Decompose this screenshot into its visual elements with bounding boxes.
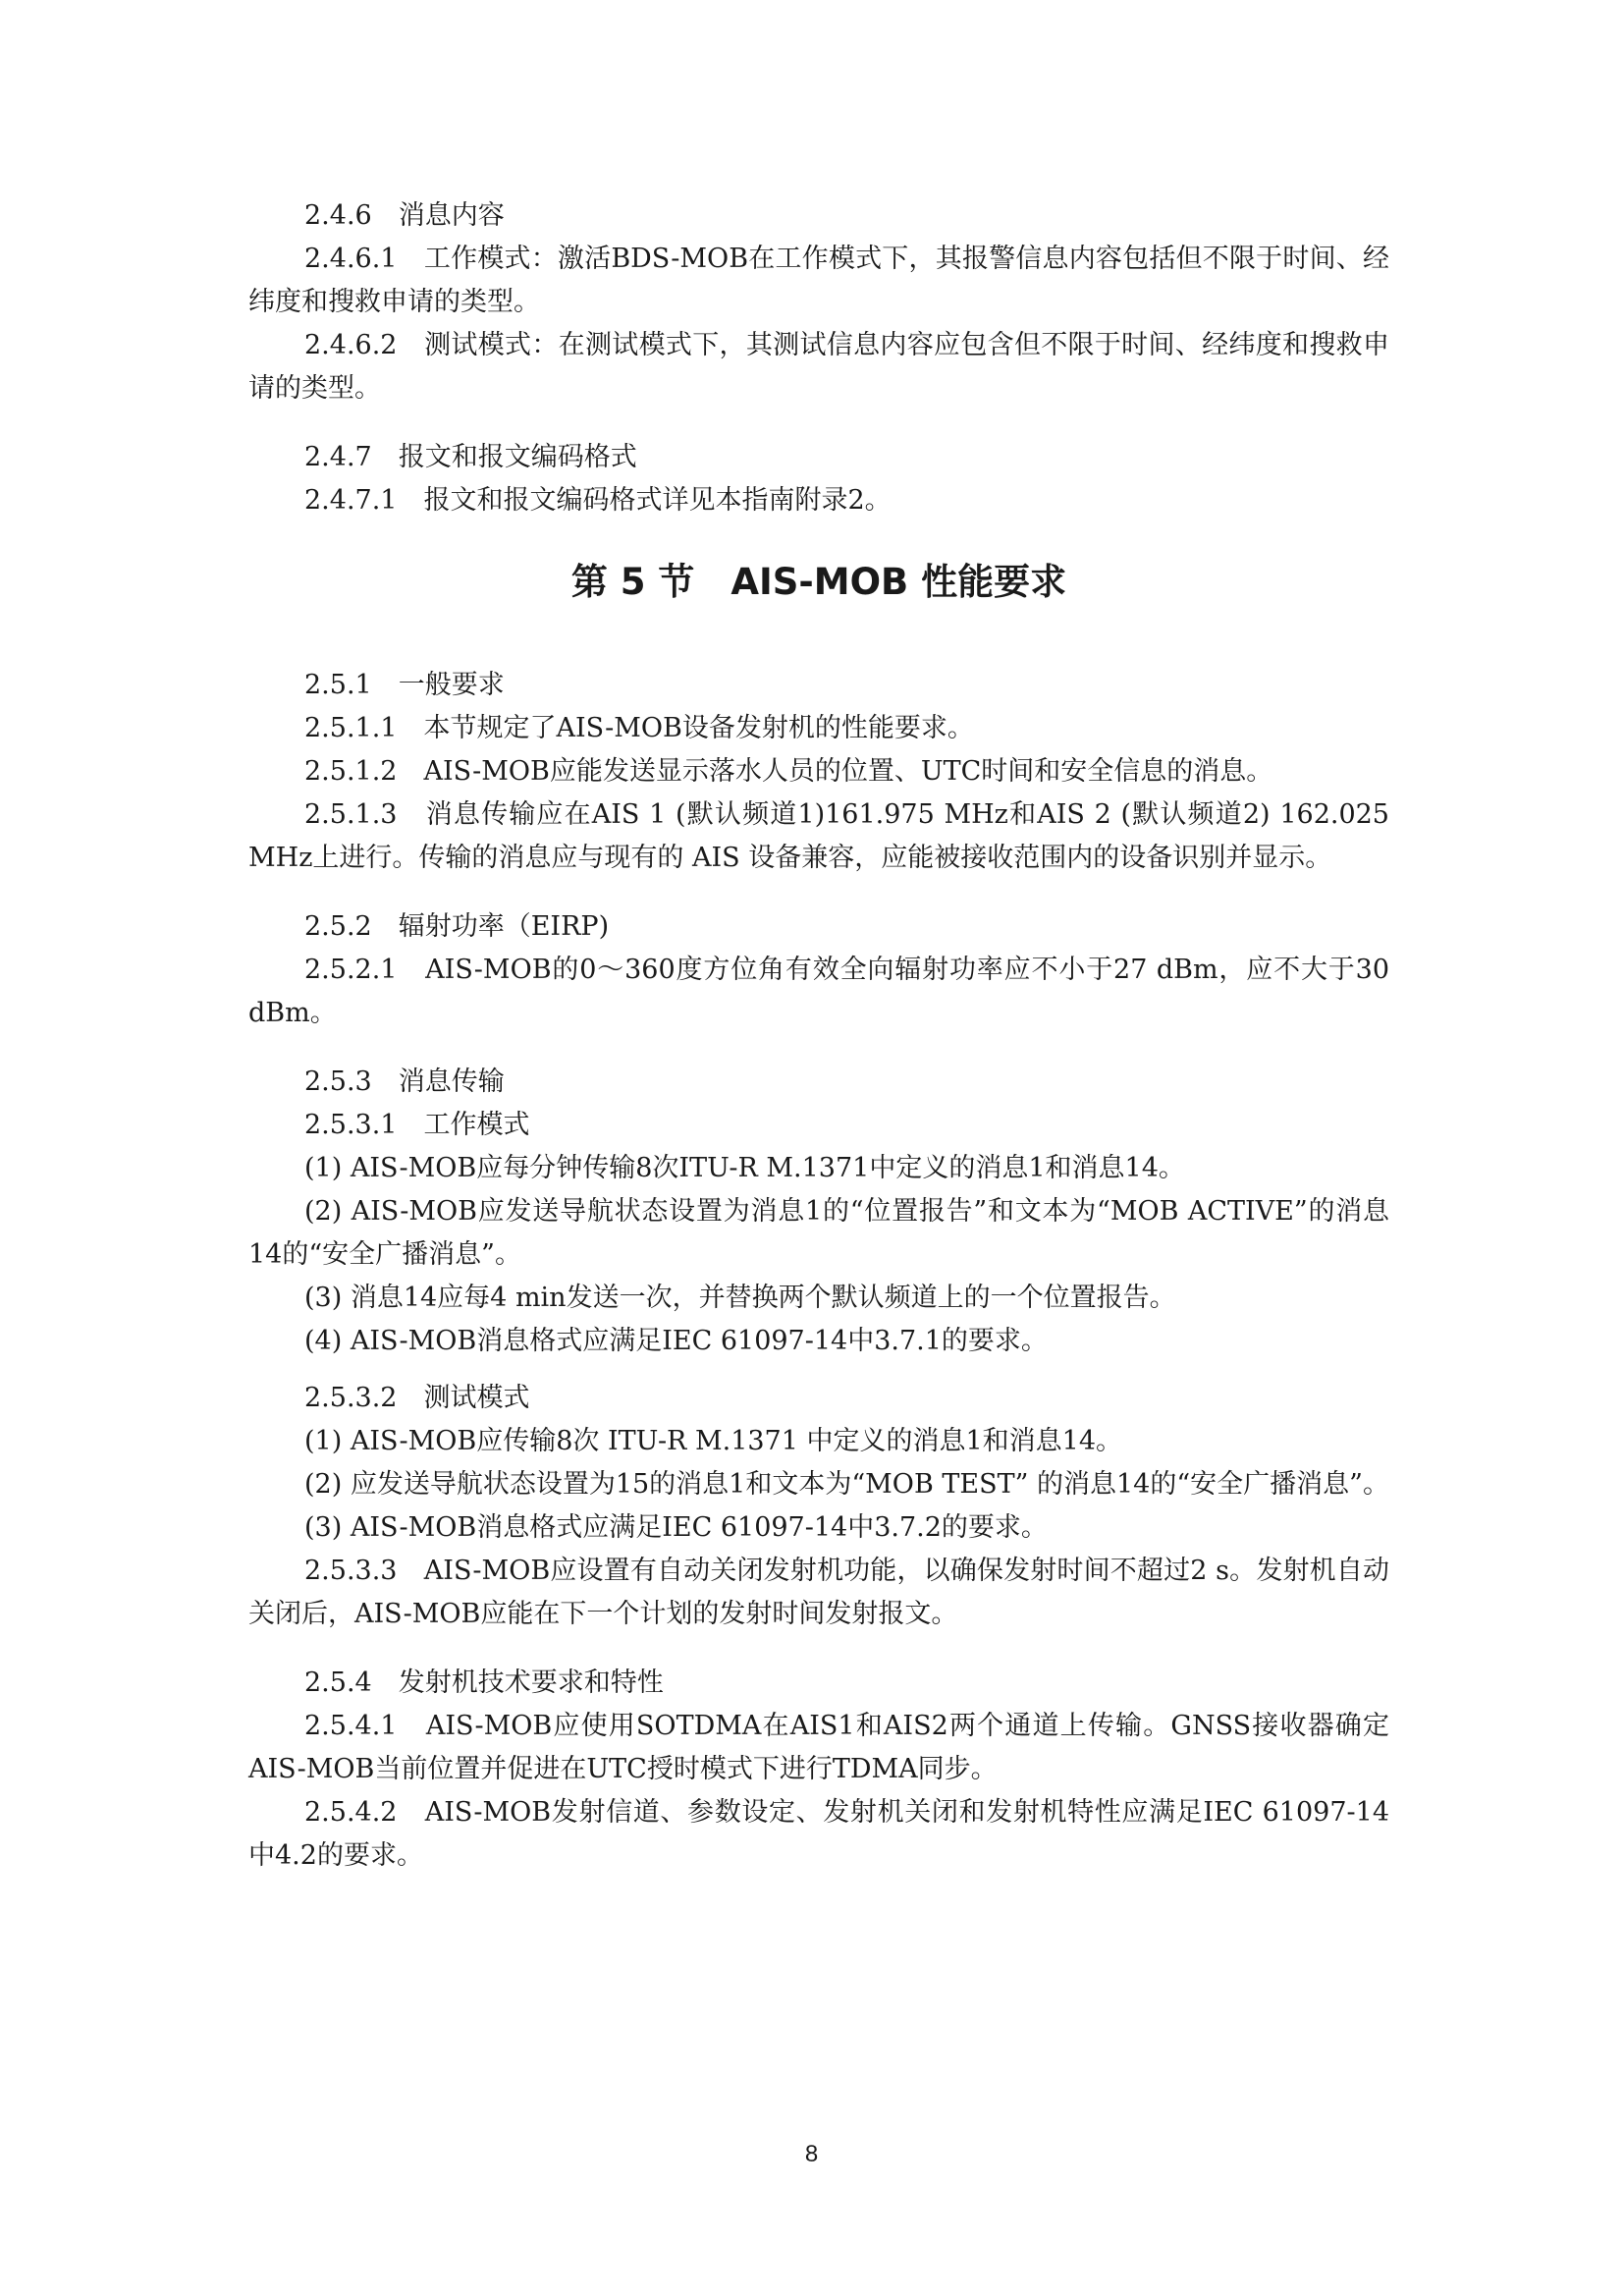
heading-2-5-1: 2.5.1 一般要求 [304, 670, 505, 700]
list-item-test-2: (2) 应发送导航状态设置为15的消息1和文本为“MOB TEST” 的消息14的“安全广播消息”。 [304, 1469, 1389, 1500]
heading-2-5-3: 2.5.3 消息传输 [304, 1066, 505, 1097]
page-content [248, 194, 1389, 1878]
para-2-5-2-1: 2.5.2.1 AIS-MOB的0～360度方位角有效全向辐射功率应不小于27 dBm，应不大于30 dBm。 [248, 955, 1389, 1028]
heading-2-4-7: 2.4.7 报文和报文编码格式 [304, 442, 637, 472]
list-item-op-4: (4) AIS-MOB消息格式应满足IEC 61097-14中3.7.1的要求。 [304, 1326, 1048, 1356]
para-2-4-6-1: 2.4.6.1 工作模式：激活BDS-MOB在工作模式下，其报警信息内容包括但不限于时间、经纬度和搜救申请的类型。 [248, 244, 1389, 317]
list-item-test-1: (1) AIS-MOB应传输8次 ITU-R M.1371 中定义的消息1和消息14。 [304, 1426, 1123, 1456]
para-2-5-1-1: 2.5.1.1 本节规定了AIS-MOB设备发射机的性能要求。 [304, 713, 974, 743]
para-2-5-4-1: 2.5.4.1 AIS-MOB应使用SOTDMA在AIS1和AIS2两个通道上传输。GNSS接收器确定AIS-MOB当前位置并促进在UTC授时模式下进行TDMA同步。 [248, 1711, 1389, 1784]
heading-2-5-2: 2.5.2 辐射功率（EIRP) [304, 911, 610, 942]
para-2-4-7-1: 2.4.7.1 报文和报文编码格式详见本指南附录2。 [304, 485, 892, 516]
para-2-4-6-2: 2.4.6.2 测试模式：在测试模式下，其测试信息内容应包含但不限于时间、经纬度和搜救申请的类型。 [248, 330, 1389, 404]
para-2-5-1-2: 2.5.1.2 AIS-MOB应能发送显示落水人员的位置、UTC时间和安全信息的消息。 [304, 756, 1273, 787]
heading-2-5-3-2: 2.5.3.2 测试模式 [304, 1383, 530, 1413]
para-2-5-3-3: 2.5.3.3 AIS-MOB应设置有自动关闭发射机功能，以确保发射时间不超过2 s。发射机自动关闭后，AIS-MOB应能在下一个计划的发射时间发射报文。 [248, 1556, 1389, 1629]
list-item-op-1: (1) AIS-MOB应每分钟传输8次ITU-R M.1371中定义的消息1和消息14。 [304, 1153, 1185, 1183]
list-item-op-3: (3) 消息14应每4 min发送一次，并替换两个默认频道上的一个位置报告。 [304, 1283, 1176, 1313]
para-2-5-4-2: 2.5.4.2 AIS-MOB发射信道、参数设定、发射机关闭和发射机特性应满足IEC 61097-14中4.2的要求。 [248, 1797, 1389, 1871]
list-item-test-3: (3) AIS-MOB消息格式应满足IEC 61097-14中3.7.2的要求。 [304, 1512, 1048, 1543]
page-number: 8 [804, 2141, 819, 2167]
heading-2-5-4: 2.5.4 发射机技术要求和特性 [304, 1667, 664, 1698]
list-item-op-2: (2) AIS-MOB应发送导航状态设置为消息1的“位置报告”和文本为“MOB ACTIVE”的消息14的“安全广播消息”。 [248, 1196, 1389, 1270]
heading-2-5-3-1: 2.5.3.1 工作模式 [304, 1110, 530, 1140]
heading-2-4-6: 2.4.6 消息内容 [304, 200, 505, 231]
section-title: 第 5 节 AIS-MOB 性能要求 [570, 561, 1067, 603]
para-2-5-1-3: 2.5.1.3 消息传输应在AIS 1 (默认频道1)161.975 MHz和AIS 2 (默认频道2) 162.025 MHz上进行。传输的消息应与现有的 AIS 设备兼容，应能被接收范围内的设备识别并显示。 [248, 799, 1389, 873]
